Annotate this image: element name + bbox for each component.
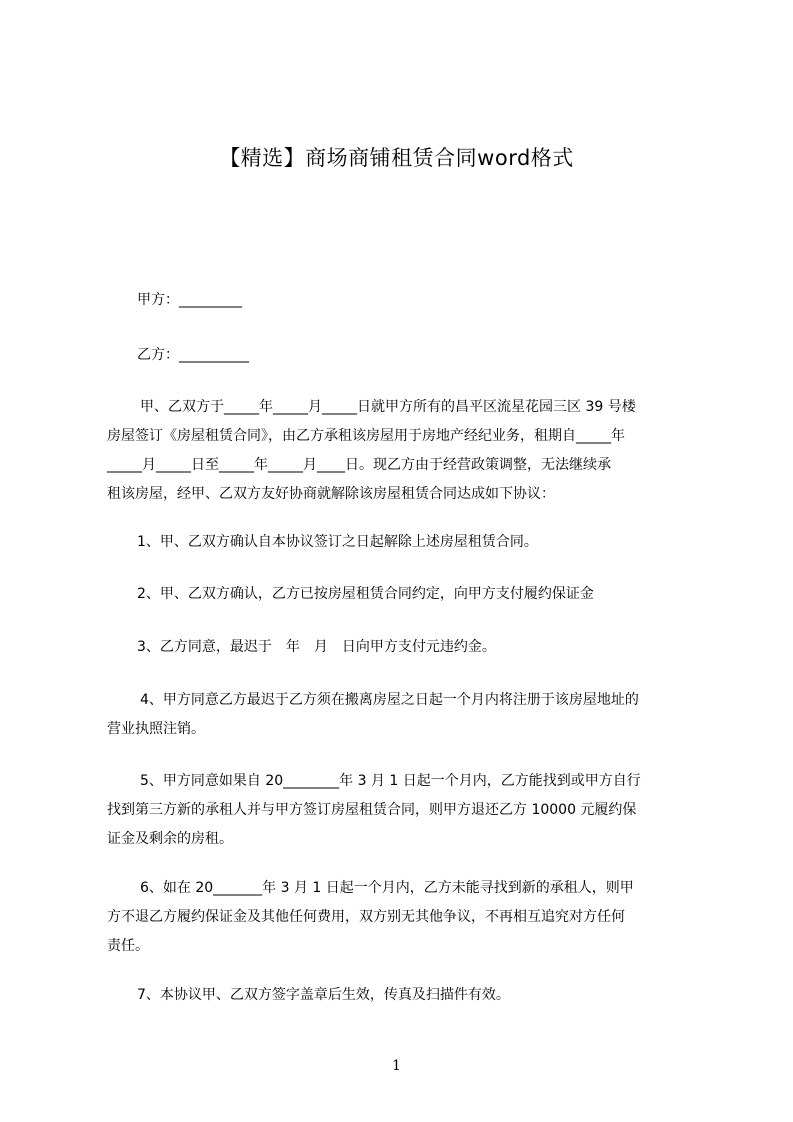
- document-title: 【精选】商场商铺租赁合同word格式: [219, 146, 574, 170]
- party-a-line: 甲方：_________: [137, 292, 242, 308]
- clause-5-line-2: 找到第三方新的承租人并与甲方签订房屋租赁合同，则甲方退还乙方 10000 元履约保: [107, 802, 637, 818]
- intro-line-4: 租该房屋，经甲、乙双方友好协商就解除该房屋租赁合同达成如下协议：: [107, 486, 555, 502]
- clause-6-line-3: 责任。: [107, 938, 149, 954]
- clause-5-line-3: 证金及剩余的房租。: [107, 831, 233, 847]
- intro-line-2: 房屋签订《房屋租赁合同》，由乙方承租该房屋用于房地产经纪业务，租期自_____年: [107, 428, 625, 444]
- clause-4-line-1: 4、甲方同意乙方最迟于乙方须在搬离房屋之日起一个月内将注册于该房屋地址的: [140, 692, 639, 708]
- intro-line-3: _____月_____日至_____年_____月____日。现乙方由于经营政策调整，无法继续承: [107, 457, 611, 473]
- clause-6-line-2: 方不退乙方履约保证金及其他任何费用，双方别无其他争议，不再相互追究对方任何: [107, 909, 625, 925]
- clause-3: 3、乙方同意，最迟于 年 月 日向甲方支付元违约金。: [137, 639, 496, 655]
- intro-line-1: 甲、乙双方于_____年_____月_____日就甲方所有的昌平区流星花园三区 39 号楼: [140, 399, 636, 415]
- clause-6-line-1: 6、如在 20_______年 3 月 1 日起一个月内，乙方未能寻找到新的承租人，则甲: [140, 880, 634, 896]
- clause-7: 7、本协议甲、乙双方签字盖章后生效，传真及扫描件有效。: [137, 987, 510, 1003]
- clause-5-line-1: 5、甲方同意如果自 20________年 3 月 1 日起一个月内，乙方能找到或甲方自行: [140, 773, 641, 789]
- clause-4-line-2: 营业执照注销。: [107, 721, 205, 737]
- page-number: 1: [392, 1058, 401, 1074]
- clause-1: 1、甲、乙双方确认自本协议签订之日起解除上述房屋租赁合同。: [137, 534, 538, 550]
- party-b-line: 乙方：__________: [137, 347, 249, 363]
- clause-2: 2、甲、乙双方确认，乙方已按房屋租赁合同约定，向甲方支付履约保证金: [137, 586, 594, 602]
